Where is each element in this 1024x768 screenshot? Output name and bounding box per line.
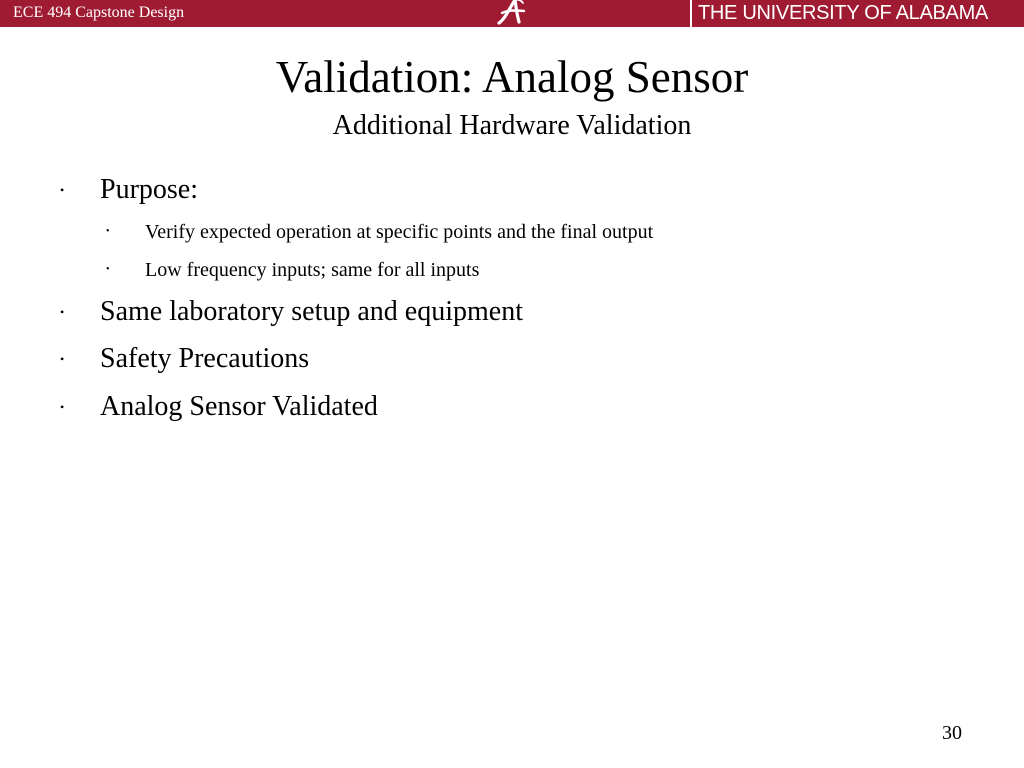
page-number: 30	[942, 722, 962, 744]
sub-bullet-marker: •	[106, 226, 110, 237]
bullet-item-validated: Analog Sensor Validated	[100, 391, 378, 422]
sub-bullet-marker: •	[106, 264, 110, 275]
bullet-marker: •	[60, 305, 65, 319]
course-label: ECE 494 Capstone Design	[13, 4, 185, 21]
bullet-marker: •	[60, 183, 65, 197]
header-banner	[0, 0, 1024, 28]
slide-subtitle: Additional Hardware Validation	[332, 110, 692, 141]
banner-divider	[690, 0, 692, 27]
bullet-item-safety: Safety Precautions	[100, 343, 310, 374]
bullet-item-purpose: Purpose:	[100, 174, 198, 205]
bullet-marker: •	[60, 352, 65, 366]
bullet-item-lab-setup: Same laboratory setup and equipment	[100, 296, 523, 327]
sub-bullet-item-low-frequency: Low frequency inputs; same for all inputs	[145, 259, 480, 281]
script-a-logo-icon	[495, 0, 527, 27]
slide-title: Validation: Analog Sensor	[275, 52, 749, 102]
university-label: THE UNIVERSITY OF ALABAMA	[698, 2, 988, 24]
sub-bullet-item-verify: Verify expected operation at specific points and the final output	[145, 221, 654, 243]
bullet-marker: •	[60, 400, 65, 414]
banner-underline	[0, 27, 1024, 29]
